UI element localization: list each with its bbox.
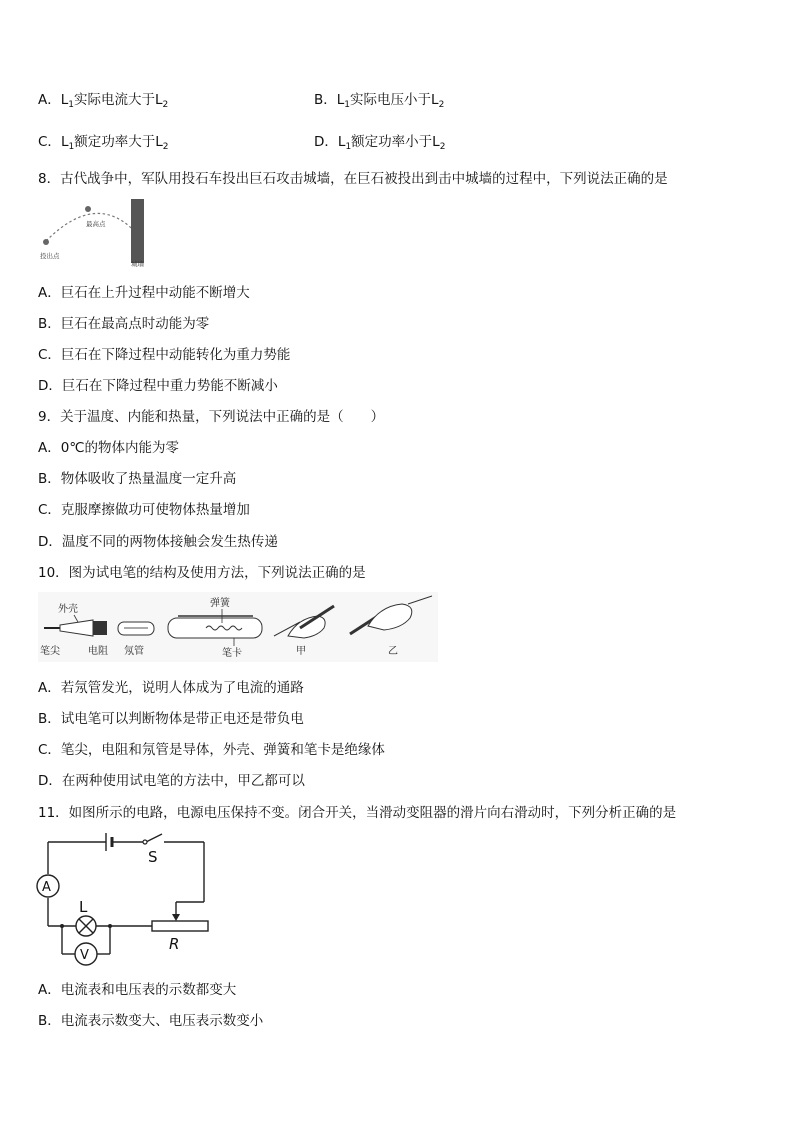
resistor-label: 电阻	[88, 646, 108, 657]
q8-option-d: D．巨石在下降过程中重力势能不断减小	[38, 378, 278, 394]
q8-option-c: C．巨石在下降过程中动能转化为重力势能	[38, 347, 291, 363]
q10-option-a: A．若氖管发光，说明人体成为了电流的通路	[38, 680, 304, 696]
q8-option-b: B．巨石在最高点时动能为零	[38, 316, 210, 332]
q11-stem: 11．如图所示的电路，电源电压保持不变。闭合开关，当滑动变阻器的滑片向右滑动时，下列分析正确的是	[38, 805, 677, 821]
q9-option-d: D．温度不同的两物体接触会发生热传递	[38, 534, 278, 550]
q10-option-d: D．在两种使用试电笔的方法中，甲乙都可以	[38, 773, 305, 789]
q7-option-d: D．$L_1$额定功率小于$L_2$	[314, 134, 446, 152]
ammeter-label: A	[42, 880, 51, 895]
test-pen-figure	[38, 592, 438, 662]
junction-left	[60, 924, 64, 928]
neon-label: 氖管	[124, 646, 144, 657]
switch-blade	[146, 834, 162, 842]
q7-option-a: A．$L_1$实际电流大于$L_2$	[38, 92, 169, 110]
pen-body-shape	[168, 618, 262, 638]
shell-label: 外壳	[58, 604, 78, 615]
spring-label: 弹簧	[210, 598, 230, 609]
q8-option-a: A．巨石在上升过程中动能不断增大	[38, 285, 250, 301]
clip-label: 笔卡	[222, 648, 242, 659]
q9-option-a: A．0℃的物体内能为零	[38, 440, 179, 456]
circuit-diagram	[36, 830, 216, 970]
peak-point	[85, 206, 91, 212]
rheostat-shape	[152, 921, 208, 931]
switch-label: S	[148, 848, 158, 866]
resistor-shape	[93, 621, 107, 635]
peak-label: 最高点	[86, 220, 106, 228]
q9-stem: 9．关于温度、内能和热量，下列说法中正确的是（ ）	[38, 409, 385, 425]
catapult-trajectory-figure	[38, 195, 158, 267]
q9-option-b: B．物体吸收了热量温度一定升高	[38, 471, 237, 487]
slider-arrow	[172, 914, 180, 921]
yi-label: 乙	[388, 646, 398, 657]
q10-option-b: B．试电笔可以判断物体是带正电还是带负电	[38, 711, 304, 727]
rheostat-label: R	[169, 935, 180, 953]
switch-pivot	[143, 840, 147, 844]
q10-option-c: C．笔尖，电阻和氖管是导体，外壳、弹簧和笔卡是绝缘体	[38, 742, 385, 758]
wall-label: 城墙	[131, 260, 144, 267]
launch-label: 投出点	[40, 252, 60, 260]
q10-stem: 10．图为试电笔的结构及使用方法，下列说法正确的是	[38, 565, 366, 581]
lamp-label: L	[79, 898, 88, 916]
wall-shape	[131, 199, 144, 263]
tip-label: 笔尖	[40, 646, 60, 657]
q11-option-a: A．电流表和电压表的示数都变大	[38, 982, 237, 998]
jia-label: 甲	[296, 646, 306, 657]
voltmeter-label: V	[80, 948, 89, 963]
launch-point	[43, 239, 49, 245]
q11-option-b: B．电流表示数变大、电压表示数变小	[38, 1013, 264, 1029]
q7-option-b: B．$L_1$实际电压小于$L_2$	[314, 92, 445, 110]
q9-option-c: C．克服摩擦做功可使物体热量增加	[38, 502, 250, 518]
q7-option-c: C．$L_1$额定功率大于$L_2$	[38, 134, 169, 152]
junction-right	[108, 924, 112, 928]
q8-stem: 8．古代战争中，军队用投石车投出巨石攻击城墙，在巨石被投出到击中城墙的过程中，下列说法正确的是	[38, 171, 668, 187]
